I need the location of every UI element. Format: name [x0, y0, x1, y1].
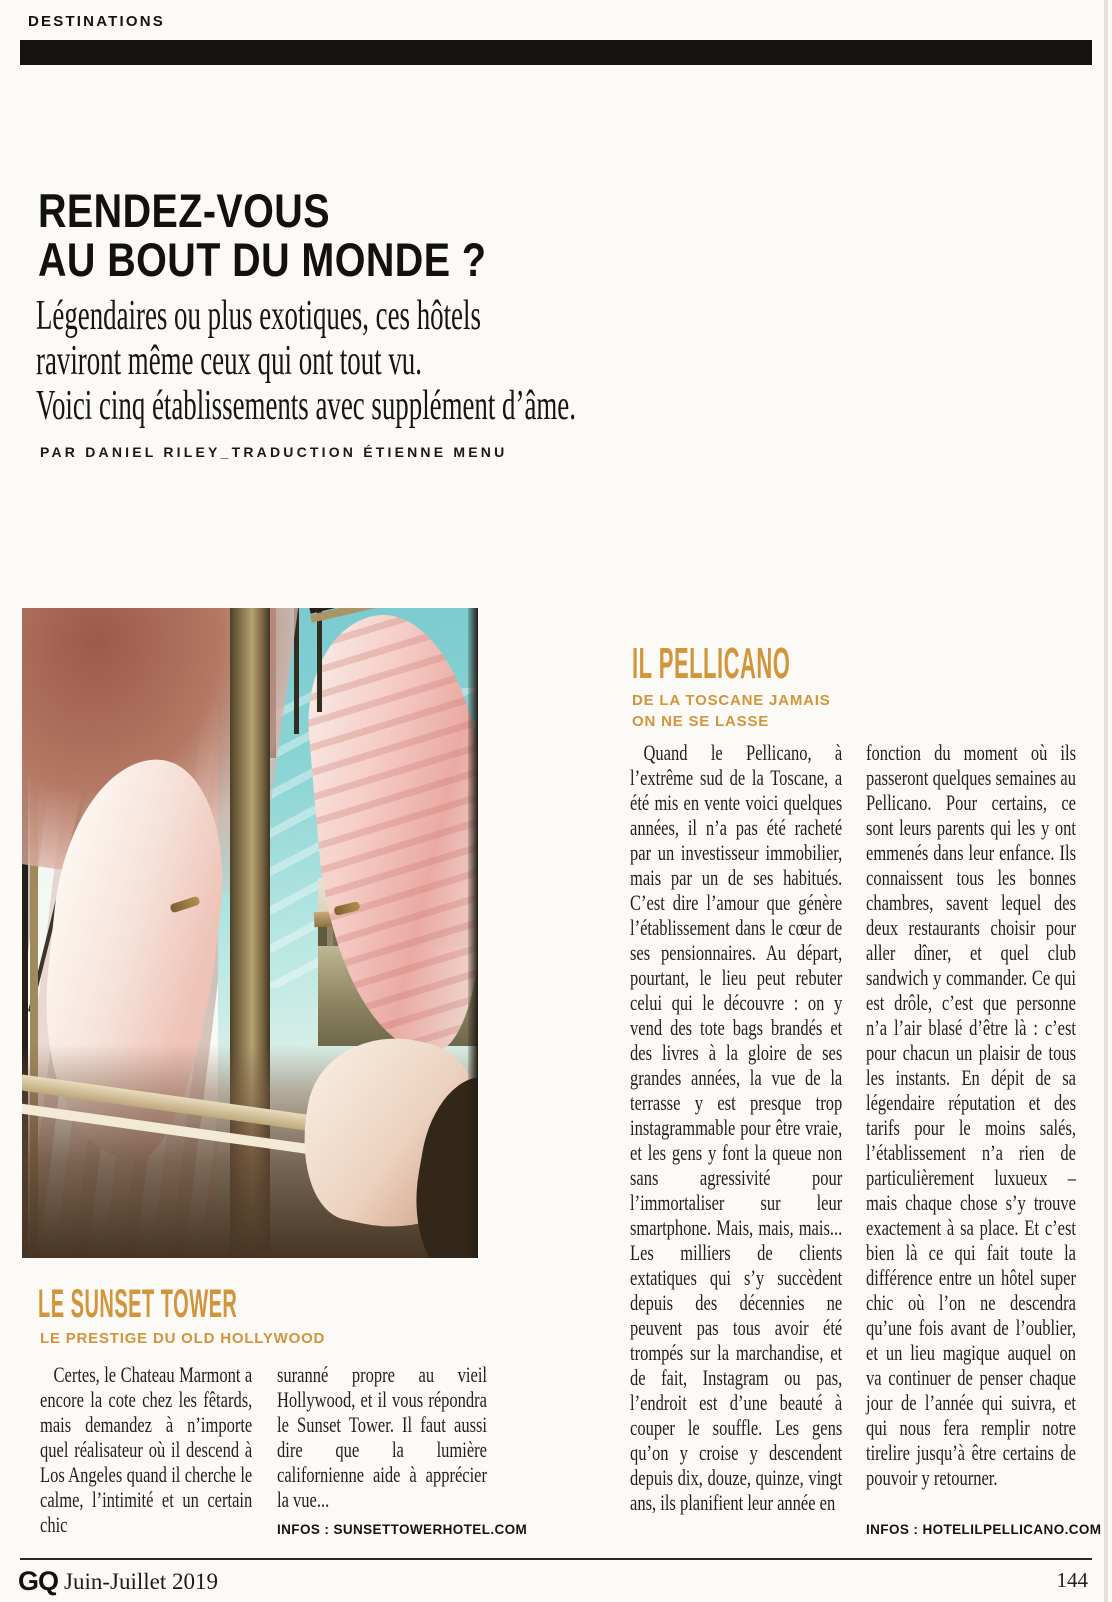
page-edge-shadow	[1104, 0, 1108, 1602]
pellicano-title: IL PELLICANO	[632, 639, 791, 688]
footer-issue: Juin-Juillet 2019	[64, 1569, 218, 1594]
page-subtitle	[36, 294, 880, 429]
pellicano-kicker-line-2: ON NE SE LASSE	[632, 713, 770, 730]
sunset-infos: INFOS : SUNSETTOWERHOTEL.COM	[277, 1522, 528, 1537]
footer-rule	[20, 1558, 1092, 1560]
pellicano-kicker	[632, 690, 831, 732]
photo-hanging-rod-3	[317, 608, 322, 712]
page-title	[38, 186, 572, 284]
subtitle-line-3: Voici cinq établissements avec supplément d’âme.	[36, 383, 576, 429]
subtitle-line-2: raviront même ceux qui ont tout vu.	[36, 338, 422, 384]
page-number: 144	[1056, 1568, 1088, 1592]
photo-right-edge-frame	[468, 608, 478, 1258]
section-label: DESTINATIONS	[28, 13, 165, 30]
feature-photo	[22, 608, 478, 1258]
magazine-logo: GQ	[18, 1566, 59, 1596]
pellicano-kicker-line-1: DE LA TOSCANE JAMAIS	[632, 692, 831, 709]
sunset-column-2: suranné propre au vieil Hollywood, et il vous répondra le Sunset Tower. Il faut aussi dire que la lumière californienne aide à apprécier la vue...	[277, 1362, 487, 1512]
page-title-line-1: RENDEZ-VOUS	[38, 184, 330, 237]
byline: PAR DANIEL RILEY_TRADUCTION ÉTIENNE MENU	[40, 444, 508, 460]
pellicano-column-2: fonction du moment où ils passeront quelques semaines au Pellicano. Pour certains, ce sont leurs parents qui les y ont emmenés dans leur enfance. Ils connaissent tous les bonnes chambres, savent lequel des deux restaurants choisir pour aller dîner, et quel club sandwich y commander. Ce qui est drôle, c’est que personne n’a l’air blasé d’être là : c’est pour chacun un plaisir de tous les instants. En dépit de sa légendaire réputation et des tarifs pour le moins salés, l’établissement n’a rien de particulièrement luxueux – mais chaque chose s’y trouve exactement à sa place. Et c’est bien là ce qui fait toute la différence entre un hôtel super chic où l’on ne descendra qu’une fois avant de l’oublier, et un lieu magique auquel on va continuer de penser chaque jour de l’année qui suivra, et qui nous fera remplir notre tirelire jusqu’à être certains de pouvoir y retourner.	[866, 740, 1076, 1490]
page-title-line-2: AU BOUT DU MONDE ?	[38, 233, 487, 286]
header-bar	[20, 40, 1092, 65]
sunset-title: LE SUNSET TOWER	[38, 1282, 238, 1326]
pellicano-infos: INFOS : HOTELILPELLICANO.COM	[866, 1522, 1102, 1537]
pellicano-column-1: Quand le Pellicano, à l’extrême sud de la Toscane, a été mis en vente voici quelques années, il n’a pas été racheté par un investisseur immobilier, mais par un de ses habitués. C’est dire l’amour que génère l’établissement dans le cœur de ses pensionnaires. Au départ, pourtant, le lieu peut rebuter celui qui le découvre : on y vend des tote bags brandés et des livres à la gloire de ses grandes années, la vue de la terrasse y est presque trop instagrammable pour être vraie, et les gens y font la queue non sans agressivité pour l’immortaliser sur leur smartphone. Mais, mais, mais... Les milliers de clients extatiques qui s’y succèdent depuis des décennies ne peuvent pas tous avoir été trompés sur la marchandise, et de fait, Instagram ou pas, l’endroit est d’une beauté à couper le souffle. Les gens qu’on y croise y descendent depuis dix, douze, quinze, vingt ans, ils planifient leur année en	[630, 740, 843, 1515]
sunset-column-1: Certes, le Chateau Marmont a encore la cote chez les fêtards, mais demandez à n’importe quel réalisateur où il descend à Los Angeles quand il cherche le calme, l’intimité et un certain chic	[40, 1362, 253, 1537]
sunset-kicker: LE PRESTIGE DU OLD HOLLYWOOD	[40, 1330, 326, 1347]
subtitle-line-1: Légendaires ou plus exotiques, ces hôtels	[36, 293, 481, 339]
